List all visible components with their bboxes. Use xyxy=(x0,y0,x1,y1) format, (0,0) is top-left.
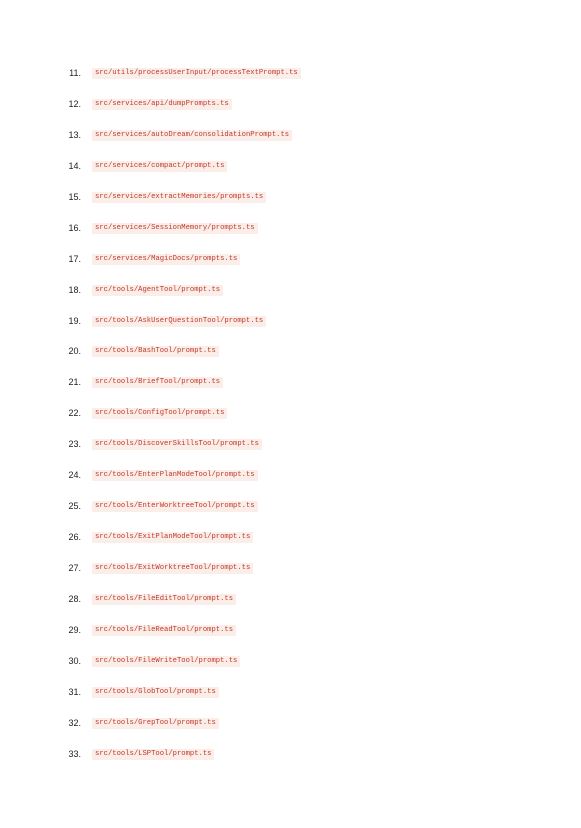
file-path: src/services/extractMemories/prompts.ts xyxy=(92,192,266,203)
list-number: 12. xyxy=(68,98,81,109)
file-path: src/tools/ExitPlanModeTool/prompt.ts xyxy=(92,532,253,543)
file-path: src/tools/EnterWorktreeTool/prompt.ts xyxy=(92,501,258,512)
list-number: 22. xyxy=(68,408,81,419)
list-number: 20. xyxy=(68,346,81,357)
list-item xyxy=(0,748,581,779)
list-item xyxy=(0,531,581,562)
list-number: 17. xyxy=(68,253,81,264)
list-item xyxy=(0,67,581,98)
list-item xyxy=(0,98,581,129)
file-path: src/tools/BashTool/prompt.ts xyxy=(92,346,219,357)
list-item xyxy=(0,624,581,655)
list-number: 33. xyxy=(68,748,81,759)
list-item xyxy=(0,407,581,438)
file-path-list xyxy=(0,67,581,779)
file-path: src/tools/FileEditTool/prompt.ts xyxy=(92,594,236,605)
file-path: src/tools/DiscoverSkillsTool/prompt.ts xyxy=(92,439,262,450)
list-item xyxy=(0,160,581,191)
file-path: src/tools/GlobTool/prompt.ts xyxy=(92,687,219,698)
file-path: src/tools/AgentTool/prompt.ts xyxy=(92,285,223,296)
list-number: 29. xyxy=(68,624,81,635)
file-path: src/tools/LSPTool/prompt.ts xyxy=(92,749,214,760)
list-item xyxy=(0,129,581,160)
file-path: src/services/autoDream/consolidationPrompt.ts xyxy=(92,130,292,141)
file-path: src/tools/FileReadTool/prompt.ts xyxy=(92,625,236,636)
file-path: src/tools/ExitWorktreeTool/prompt.ts xyxy=(92,563,253,574)
file-path: src/tools/ConfigTool/prompt.ts xyxy=(92,408,227,419)
list-item xyxy=(0,593,581,624)
list-item xyxy=(0,717,581,748)
list-number: 14. xyxy=(68,160,81,171)
file-path: src/services/MagicDocs/prompts.ts xyxy=(92,254,240,265)
list-number: 19. xyxy=(68,315,81,326)
list-number: 23. xyxy=(68,439,81,450)
list-item xyxy=(0,655,581,686)
list-item xyxy=(0,191,581,222)
list-number: 16. xyxy=(68,222,81,233)
file-path: src/tools/GrepTool/prompt.ts xyxy=(92,718,219,729)
list-item xyxy=(0,438,581,469)
list-number: 28. xyxy=(68,593,81,604)
file-path: src/services/compact/prompt.ts xyxy=(92,161,227,172)
list-number: 25. xyxy=(68,501,81,512)
file-path: src/tools/AskUserQuestionTool/prompt.ts xyxy=(92,316,266,327)
file-path: src/tools/FileWriteTool/prompt.ts xyxy=(92,656,240,667)
list-item xyxy=(0,562,581,593)
list-number: 24. xyxy=(68,470,81,481)
list-number: 13. xyxy=(68,129,81,140)
file-path: src/services/api/dumpPrompts.ts xyxy=(92,99,232,110)
list-number: 30. xyxy=(68,655,81,666)
list-number: 26. xyxy=(68,532,81,543)
file-path: src/services/SessionMemory/prompts.ts xyxy=(92,223,258,234)
list-item xyxy=(0,376,581,407)
list-item xyxy=(0,315,581,346)
list-item xyxy=(0,253,581,284)
list-number: 15. xyxy=(68,191,81,202)
list-item xyxy=(0,469,581,500)
list-item xyxy=(0,345,581,376)
list-number: 32. xyxy=(68,717,81,728)
list-item xyxy=(0,284,581,315)
list-number: 27. xyxy=(68,563,81,573)
file-path: src/tools/EnterPlanModeTool/prompt.ts xyxy=(92,470,258,481)
list-item xyxy=(0,500,581,531)
list-number: 21. xyxy=(68,377,81,388)
list-number: 11. xyxy=(69,68,81,78)
list-item xyxy=(0,686,581,717)
file-path: src/tools/BriefTool/prompt.ts xyxy=(92,377,223,388)
list-number: 31. xyxy=(68,686,81,697)
file-path: src/utils/processUserInput/processTextPrompt.ts xyxy=(92,68,301,79)
list-number: 18. xyxy=(68,284,81,295)
list-item xyxy=(0,222,581,253)
